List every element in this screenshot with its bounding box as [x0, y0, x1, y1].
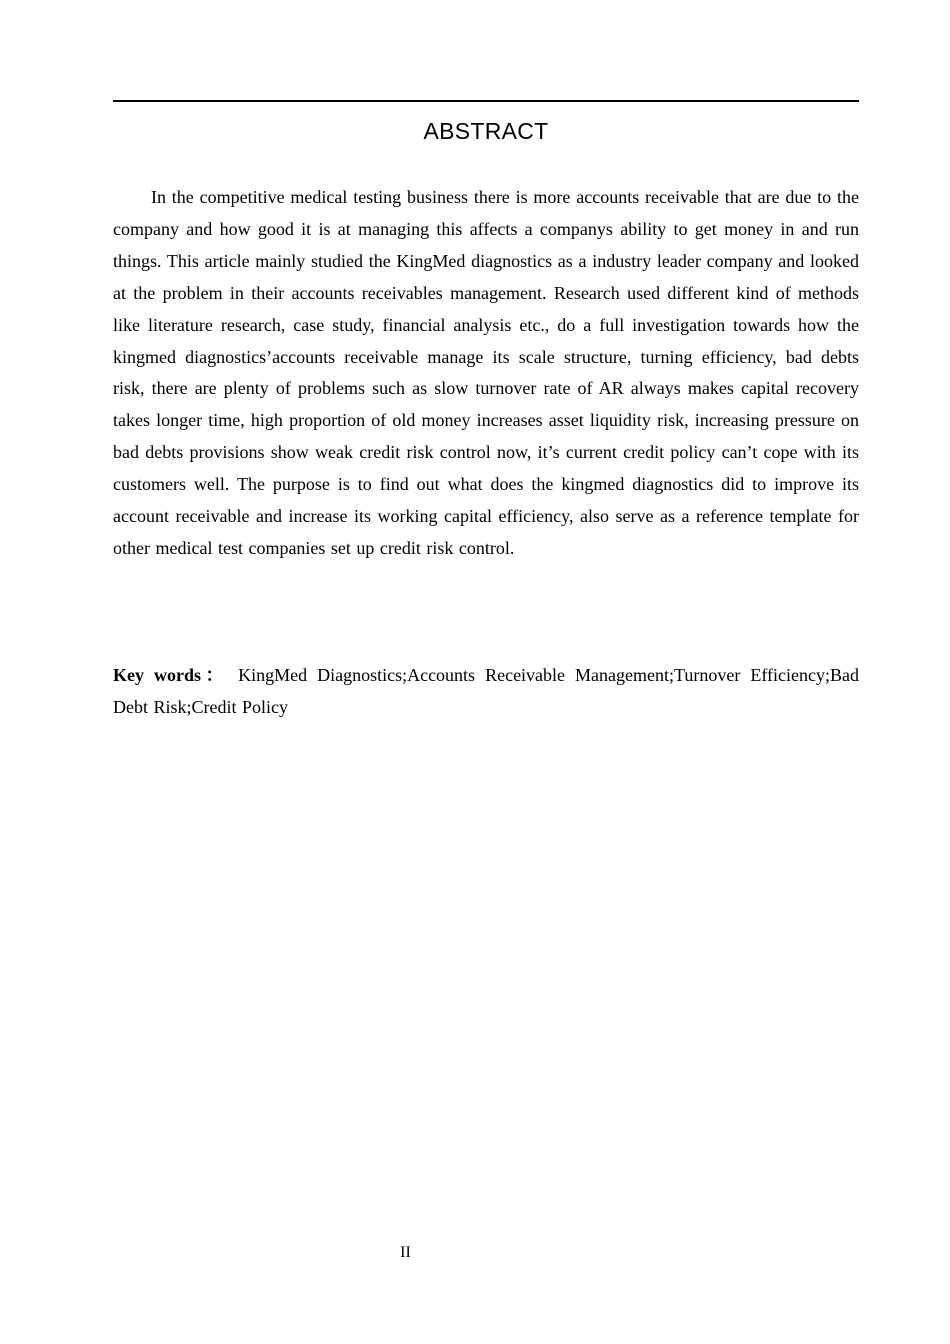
page-number: II	[400, 1244, 411, 1261]
abstract-title: ABSTRACT	[423, 118, 549, 144]
keywords-value: KingMed Diagnostics;Accounts Receivable Management;Turnover Efficiency;Bad Debt Risk;Credit Policy	[113, 665, 859, 717]
header-rule	[113, 100, 859, 102]
abstract-body: In the competitive medical testing business there is more accounts receivable that are due to the company and how good it is at managing this affects a companys ability to get money in and run things. This article mainly studied the KingMed diagnostics as a industry leader company and looked at the problem in their accounts receivables management. Research used different kind of methods like literature research, case study, financial analysis etc., do a full investigation towards how the kingmed diagnostics’accounts receivable manage its scale structure, turning efficiency, bad debts risk, there are plenty of problems such as slow turnover rate of AR always makes capital recovery takes longer time, high proportion of old money increases asset liquidity risk, increasing pressure on bad debts provisions show weak credit risk control now, it’s current credit policy can’t cope with its customers well. The purpose is to find out what does the kingmed diagnostics did to improve its account receivable and increase its working capital efficiency, also serve as a reference template for other medical test companies set up credit risk control.	[113, 187, 859, 558]
keywords-paragraph	[113, 660, 859, 724]
keywords-label: Key words：	[113, 665, 229, 685]
